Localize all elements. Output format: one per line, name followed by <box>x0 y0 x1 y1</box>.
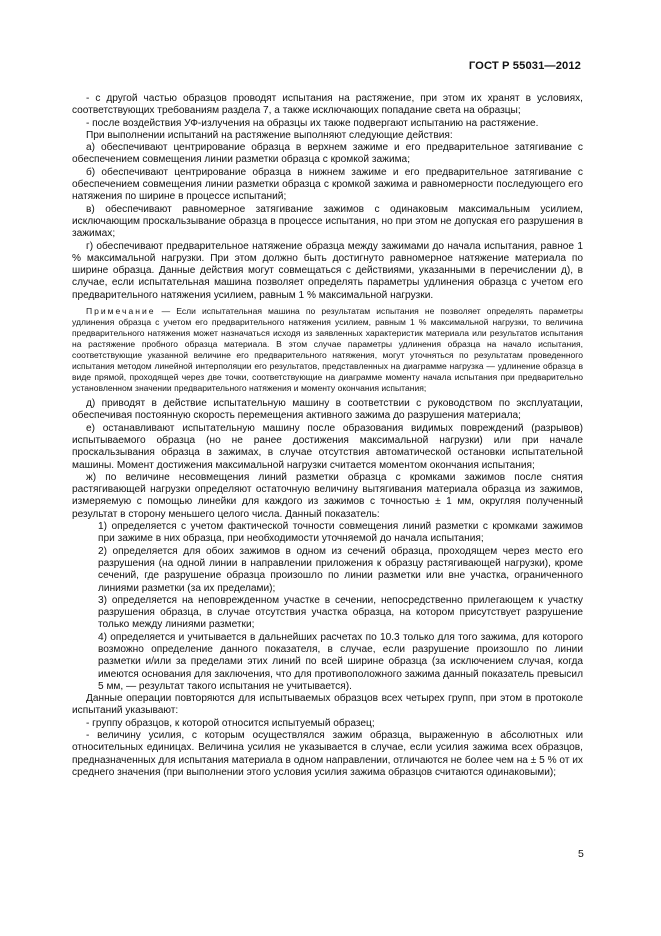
subitem-1: 1) определяется с учетом фактической точности совмещения линий разметки с кромками зажимов при зажиме в них образца, при необходимости уточняемой до начала испытания; <box>98 521 583 545</box>
note-label: Примечание <box>86 306 156 317</box>
paragraph: Данные операции повторяются для испытываемых образцов всех четырех групп, при этом в протоколе испытаний указывают: <box>72 693 583 717</box>
list-item-v: в) обеспечивают равномерное затягивание зажимов с одинаковым максимальным усилием, исключающим проскальзывание образца в процессе испытания, но при этом не допуская его разрушения в зажимах; <box>72 203 583 240</box>
paragraph: - с другой частью образцов проводят испытания на растяжение, при этом их хранят в условиях, соответствующих требованиям раздела 7, а также исключающих попадание света на образцы; <box>72 93 583 117</box>
note-text: — Если испытательная машина по результатам испытания не позволяет определять параметры удлинения образца с учетом его предварительного натяжения усилием, равным 1 % максимальной нагрузки, то величина предварительного натяжения может назначаться исходя из заявленных характеристик материала или результатов испытания на растяжение пробного образца материала. В этом случае параметры удлинения образца на начало испытания, соответствующие указанной величине его предварительного натяжения, могут уточняться по результатам проведенного испытания методом линейной интерполяции его результатов, представленных на диаграмме нагрузка — удлинение образца в виде прямой, проходящей через две точки, соответствующие на диаграмме моменту начала испытания при предварительно установленном значении предварительного натяжения и моменту окончания испытания; <box>72 306 584 394</box>
paragraph: - величину усилия, с которым осуществлялся зажим образца, выраженную в абсолютных или относительных единицах. Величина усилия не указывается в случае, если усилия зажима всех образцов, предназначенных для испытания материала в одном направлении, отличаются не более чем на ± 5 % от их среднего значения (при выполнении этого условия усилия зажима образцов считаются одинаковыми); <box>72 730 583 778</box>
document-header: ГОСТ Р 55031—2012 <box>468 60 581 72</box>
paragraph: - группу образцов, к которой относится испытуемый образец; <box>86 717 375 729</box>
list-item-b: б) обеспечивают центрирование образца в нижнем зажиме и его предварительное затягивание с обеспечением совмещения линии разметки образца с кромкой зажима и равномерности последующего его натяжения по ширине в процессе испытаний; <box>72 166 583 203</box>
subitem-2: 2) определяется для обоих зажимов в одном из сечений образца, проходящем через место его разрушения (на одной линии в направлении приложения к образцу растягивающей нагрузки), кроме сечений, где разрушение образца произошло по линии разметки или вне участка, ограниченного линиями разметки (за их пределами); <box>98 545 583 594</box>
list-item-zh: ж) по величине несовмещения линий разметки образца с кромками зажимов после снятия растягивающей нагрузки определяют остаточную величину вытягивания материала образца из зажимов, измеряемую с помощью линейки для каждого из зажимов с точностью ± 1 мм, округляя полученный результат в сторону меньшего целого числа. Данный показатель: <box>72 471 583 520</box>
subitem-3: 3) определяется на неповрежденном участке в сечении, непосредственно прилегающем к участку разрушения образца, в случае отсутствия участка образца, на котором присутствует разрушение только между линиями разметки; <box>98 594 583 631</box>
list-item-d: д) приводят в действие испытательную машину в соответствии с руководством по эксплуатации, обеспечивая постоянную скорость перемещения активного зажима до разрушения материала; <box>72 398 583 422</box>
list-item-e: е) останавливают испытательную машину после образования видимых повреждений (разрывов) испытываемого образца (но не ранее достижения максимальной нагрузки) или при начале проскальзывания образца в зажимах, в случае отсутствия автоматической остановки испытательной машины. Момент достижения максимальной нагрузки считается моментом окончания испытания; <box>72 422 583 471</box>
list-item-g: г) обеспечивают предварительное натяжение образца между зажимами до начала испытания, равное 1 % максимальной нагрузки. При этом должно быть достигнуто равномерное натяжение материала по ширине образца. Данные действия могут совмещаться с действиями, указанными в перечислении д), в случае, если испытательная машина позволяет определять параметры удлинения образца с учетом его предварительного натяжения усилием, равным 1 % максимальной нагрузки. <box>72 240 583 301</box>
page-number: 5 <box>578 848 584 860</box>
document-body <box>72 93 583 779</box>
note <box>72 306 583 394</box>
paragraph: При выполнении испытаний на растяжение выполняют следующие действия: <box>86 129 453 141</box>
subitem-4: 4) определяется и учитывается в дальнейших расчетах по 10.3 только для того зажима, для которого возможно определение данного показателя, в случае, если разрушение произошло по линии разметки и/или за пределами этих линий по всей ширине образца (за исключением случая, когда имеются основания для заключения, что для противоположного зажима данный показатель превысил 5 мм, — результат такого испытания не учитывается). <box>98 631 583 692</box>
paragraph: - после воздействия УФ-излучения на образцы их также подвергают испытанию на растяжение. <box>86 117 539 129</box>
list-item-a: а) обеспечивают центрирование образца в верхнем зажиме и его предварительное затягивание с обеспечением совмещения линии разметки образца с кромкой зажима; <box>72 142 583 166</box>
